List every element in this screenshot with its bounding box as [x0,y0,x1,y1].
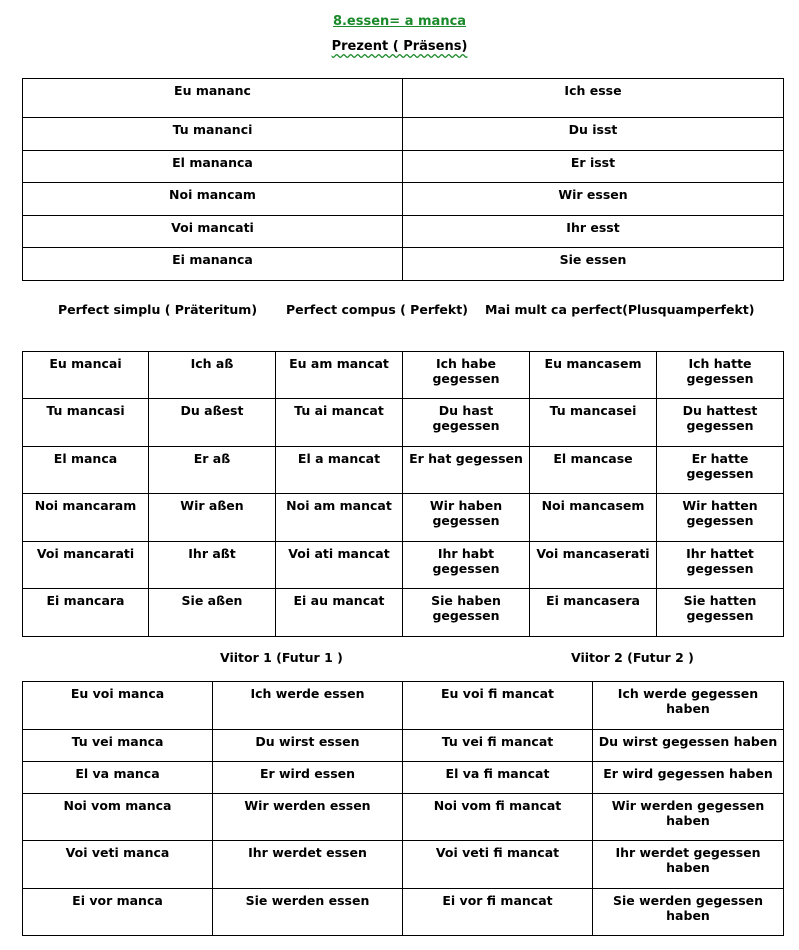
romanian-cell: Voi mancati [23,216,403,248]
plusquam-de-cell: Ich hatte gegessen [657,352,784,399]
plusquam-ro-cell: Tu mancasei [530,399,657,447]
table-row [23,118,784,151]
romanian-cell: Eu mananc [23,79,403,118]
romanian-cell: Ei mananca [23,248,403,281]
futur1-de-cell: Ihr werdet essen [213,841,403,889]
futur2-ro-cell: Tu vei fi mancat [403,730,593,762]
romanian-cell: Tu mananci [23,118,403,151]
futur2-de-cell: Ihr werdet gegessen haben [593,841,784,889]
table-row [23,682,784,730]
futur1-de-cell: Du wirst essen [213,730,403,762]
perfekt-de-cell: Ich habe gegessen [403,352,530,399]
praeteritum-ro-cell: Ei mancara [23,589,149,637]
table-row [23,841,784,889]
table-row [23,248,784,281]
perfekt-de-cell: Sie haben gegessen [403,589,530,637]
german-cell: Ihr esst [403,216,784,248]
perfekt-ro-cell: Tu ai mancat [276,399,403,447]
praeteritum-de-cell: Sie aßen [149,589,276,637]
plusquam-ro-cell: Ei mancasera [530,589,657,637]
german-cell: Ich esse [403,79,784,118]
german-cell: Du isst [403,118,784,151]
futur1-ro-cell: Eu voi manca [23,682,213,730]
praeteritum-heading: Perfect simplu ( Präteritum) [58,302,258,317]
futur2-de-cell: Wir werden gegessen haben [593,794,784,841]
perfekt-heading: Perfect compus ( Perfekt) [286,302,468,317]
praeteritum-ro-cell: El manca [23,447,149,494]
futur2-ro-cell: Voi veti fi mancat [403,841,593,889]
futur1-de-cell: Sie werden essen [213,889,403,936]
plusquam-ro-cell: Noi mancasem [530,494,657,542]
futur1-ro-cell: El va manca [23,762,213,794]
futur2-de-cell: Er wird gegessen haben [593,762,784,794]
table-row [23,730,784,762]
german-cell: Sie essen [403,248,784,281]
past-tenses-table [22,351,784,637]
prezent-table [22,78,784,281]
futur1-ro-cell: Noi vom manca [23,794,213,841]
futur2-de-cell: Sie werden gegessen haben [593,889,784,936]
praeteritum-ro-cell: Eu mancai [23,352,149,399]
table-row [23,216,784,248]
praeteritum-ro-cell: Noi mancaram [23,494,149,542]
table-row [23,762,784,794]
futur1-de-cell: Er wird essen [213,762,403,794]
table-row [23,494,784,542]
futur1-ro-cell: Tu vei manca [23,730,213,762]
perfekt-de-cell: Du hast gegessen [403,399,530,447]
perfekt-ro-cell: Voi ati mancat [276,542,403,589]
table-row [23,589,784,637]
plusquam-ro-cell: Voi mancaserati [530,542,657,589]
praeteritum-de-cell: Er aß [149,447,276,494]
futur1-ro-cell: Voi veti manca [23,841,213,889]
german-cell: Er isst [403,151,784,183]
futur2-ro-cell: Noi vom fi mancat [403,794,593,841]
futur2-ro-cell: El va fi mancat [403,762,593,794]
perfekt-ro-cell: El a mancat [276,447,403,494]
table-row [23,889,784,936]
plusquam-ro-cell: El mancase [530,447,657,494]
futur2-heading: Viitor 2 (Futur 2 ) [571,650,694,665]
romanian-cell: Noi mancam [23,183,403,216]
perfekt-ro-cell: Eu am mancat [276,352,403,399]
praeteritum-de-cell: Ich aß [149,352,276,399]
praeteritum-de-cell: Wir aßen [149,494,276,542]
futur1-heading: Viitor 1 (Futur 1 ) [220,650,343,665]
plusquam-de-cell: Sie hatten gegessen [657,589,784,637]
praeteritum-de-cell: Du aßest [149,399,276,447]
perfekt-de-cell: Ihr habt gegessen [403,542,530,589]
table-row [23,447,784,494]
table-row [23,794,784,841]
futur1-ro-cell: Ei vor manca [23,889,213,936]
futur2-de-cell: Ich werde gegessen haben [593,682,784,730]
perfekt-de-cell: Er hat gegessen [403,447,530,494]
german-cell: Wir essen [403,183,784,216]
perfekt-ro-cell: Noi am mancat [276,494,403,542]
page-title: 8.essen= a manca [332,14,467,29]
past-headings [0,302,799,322]
plusquam-ro-cell: Eu mancasem [530,352,657,399]
plusquam-de-cell: Wir hatten gegessen [657,494,784,542]
prezent-heading: Prezent ( Präsens) [331,39,468,54]
futur-headings [0,650,799,670]
table-row [23,79,784,118]
romanian-cell: El mananca [23,151,403,183]
futur2-de-cell: Du wirst gegessen haben [593,730,784,762]
futur2-ro-cell: Eu voi fi mancat [403,682,593,730]
futur1-de-cell: Wir werden essen [213,794,403,841]
futur1-de-cell: Ich werde essen [213,682,403,730]
table-row [23,183,784,216]
plusquamperfekt-heading: Mai mult ca perfect(Plusquamperfekt) [485,302,755,317]
plusquam-de-cell: Er hatte gegessen [657,447,784,494]
perfekt-de-cell: Wir haben gegessen [403,494,530,542]
futur-table [22,681,784,936]
futur2-ro-cell: Ei vor fi mancat [403,889,593,936]
table-row [23,151,784,183]
table-row [23,542,784,589]
perfekt-ro-cell: Ei au mancat [276,589,403,637]
table-row [23,399,784,447]
praeteritum-ro-cell: Voi mancarati [23,542,149,589]
praeteritum-de-cell: Ihr aßt [149,542,276,589]
praeteritum-ro-cell: Tu mancasi [23,399,149,447]
plusquam-de-cell: Du hattest gegessen [657,399,784,447]
table-row [23,352,784,399]
plusquam-de-cell: Ihr hattet gegessen [657,542,784,589]
